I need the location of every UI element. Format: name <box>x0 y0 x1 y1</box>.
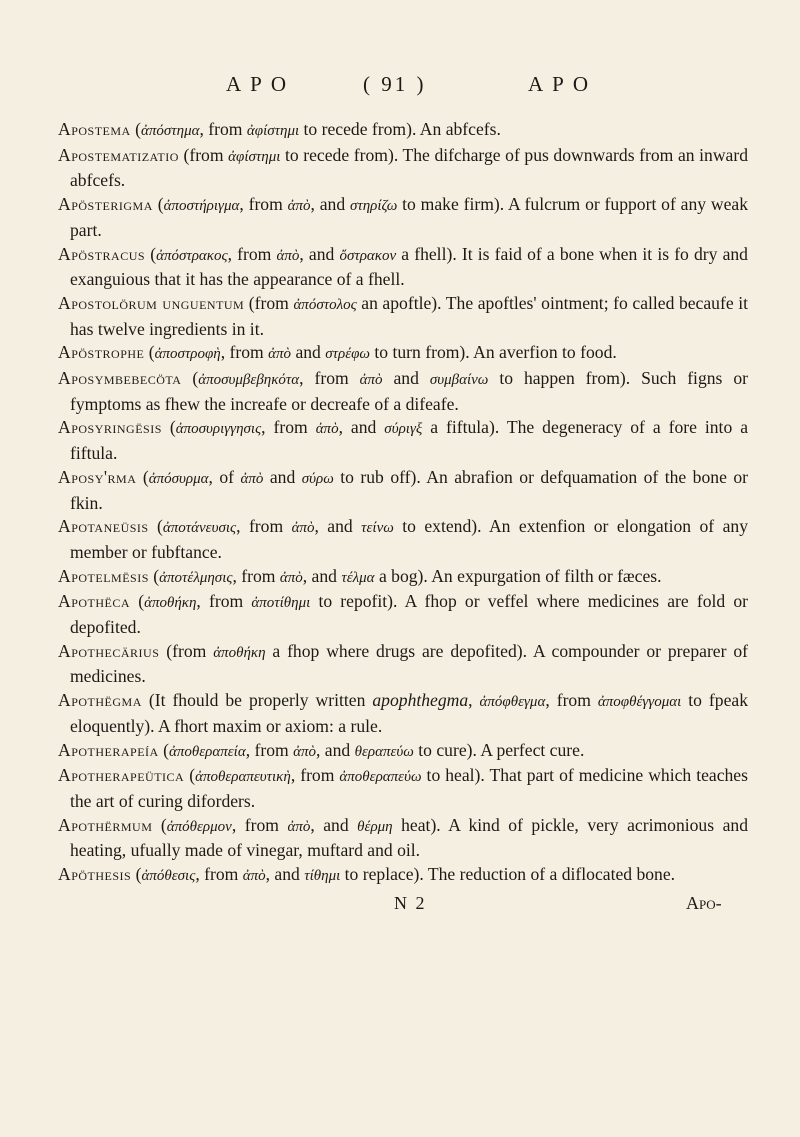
running-header <box>58 72 748 112</box>
greek-etymon: ἀποθεραπευτικὴ <box>195 769 291 786</box>
greek-etymon: στρέφω <box>325 346 371 363</box>
entry-headword: Aposymbebecöta <box>58 368 182 389</box>
entry-headword: Apöstracus <box>58 243 146 264</box>
greek-etymon: στηρίζω <box>349 198 398 215</box>
greek-etymon: ἀπόσυρμα <box>148 470 209 487</box>
dictionary-entry <box>58 243 748 292</box>
entry-text: ( <box>181 368 199 389</box>
entry-text: an apoftle). The apoftles' ointment; fo called becaufe it has twelve ingredients in it. <box>70 292 748 339</box>
entry-text: to heal). That part of medicine which teaches the art of curing diforders. <box>70 765 748 811</box>
greek-etymon: ἀπὸ <box>291 520 315 537</box>
greek-etymon: ἀφίστημι <box>228 148 281 165</box>
entry-headword: Aposyringësis <box>58 417 162 438</box>
entry-headword: Aposy'rma <box>58 466 137 487</box>
entry-text: ( <box>145 243 157 264</box>
dictionary-entry <box>58 118 748 144</box>
entry-text: (It fhould be properly written <box>141 690 373 711</box>
entry-text: and <box>291 342 326 363</box>
greek-etymon: ἀπὸ <box>315 421 339 438</box>
greek-etymon: σύριγξ <box>384 421 423 438</box>
entry-text: ( <box>184 765 196 786</box>
dictionary-entry <box>58 341 748 367</box>
entry-text: , and <box>302 565 342 586</box>
entry-text: to cure). A perfect cure. <box>413 739 585 760</box>
greek-etymon: ἀπὸ <box>287 818 311 835</box>
dictionary-entry <box>58 640 748 689</box>
entry-text: , from <box>299 368 360 389</box>
entry-text: to make firm). A fulcrum or fupport of any weak part. <box>70 194 748 240</box>
greek-etymon: τέλμα <box>341 569 375 586</box>
greek-etymon: ἀποσυμβεβηκότα <box>198 372 300 389</box>
entry-text: and <box>382 368 430 389</box>
italic-term: apophthegma <box>372 690 469 711</box>
greek-etymon: ἀπὸ <box>293 743 316 760</box>
greek-etymon: ἀπόστημα <box>140 123 200 139</box>
entry-text: , and <box>338 417 385 438</box>
entry-text: , from <box>239 194 288 215</box>
greek-etymon: ἀπὸ <box>242 868 266 885</box>
entry-text: , and <box>299 243 340 264</box>
greek-etymon: τίθημι <box>304 868 341 885</box>
greek-etymon: τείνω <box>361 520 394 537</box>
entry-text: , from <box>236 516 292 537</box>
entry-text: ( <box>148 516 163 537</box>
entry-text: , and <box>265 864 305 885</box>
greek-etymon: ὄστρακον <box>339 247 397 264</box>
page-number: ( 91 ) <box>363 72 427 96</box>
greek-etymon: συμβαίνω <box>429 372 489 389</box>
entry-text: ( <box>136 466 149 487</box>
entry-headword: Apotelmësis <box>58 565 149 586</box>
entry-text: heat). A kind of pickle, very acrimonious and heating, ufually made of vinegar, muftard and oil. <box>70 814 748 861</box>
header-left: APO <box>226 72 296 96</box>
signature-mark: N 2 <box>394 892 427 913</box>
greek-etymon: ἀποθεραπεύω <box>339 769 422 786</box>
entry-headword: Apothecärius <box>58 640 160 661</box>
entry-text: ( <box>131 864 142 885</box>
entry-headword: Apotherapeütica <box>58 765 185 786</box>
greek-etymon: ἀποφθέγγομαι <box>597 694 682 711</box>
dictionary-entry <box>58 565 748 591</box>
entry-text: , and <box>310 814 358 835</box>
dictionary-entry <box>58 515 748 564</box>
entry-text: to recede from). The difcharge of pus downwards from an inward abfcefs. <box>70 144 748 191</box>
entry-text: (from <box>244 292 294 313</box>
entry-text: to extend). An extenfion or elongation of any member or fubftance. <box>70 516 748 562</box>
entry-text: , from <box>231 814 288 835</box>
entry-text: , from <box>220 342 269 363</box>
entry-headword: Apöthesis <box>58 864 132 885</box>
greek-etymon: ἀποθήκη <box>144 595 197 612</box>
dictionary-page <box>58 72 748 923</box>
dictionary-entry <box>58 689 748 738</box>
dictionary-entry <box>58 764 748 813</box>
greek-etymon: σύρω <box>301 470 334 487</box>
entry-text: ( <box>144 342 155 363</box>
entry-text: , <box>468 690 480 711</box>
entry-text: , and <box>314 516 362 537</box>
entry-text: , from <box>196 591 252 612</box>
dictionary-entry <box>58 416 748 465</box>
entry-text: , and <box>310 194 350 215</box>
entry-text: ( <box>130 119 141 139</box>
greek-etymon: ἀπόστολος <box>293 296 357 313</box>
entry-text: to fpeak eloquently). A fhort maxim or axiom: a rule. <box>70 690 748 736</box>
entry-text: , from <box>245 739 294 760</box>
entry-text: , from <box>232 565 280 586</box>
greek-etymon: ἀπόθεσις <box>141 868 196 885</box>
entry-text: a fhop where drugs are depofited). A compounder or preparer of medicines. <box>70 640 748 687</box>
greek-etymon: ἀπὸ <box>240 470 264 487</box>
entry-text: (from <box>159 640 214 661</box>
greek-etymon: θέρμη <box>357 818 393 835</box>
entry-text: , from <box>199 119 247 139</box>
entry-text: a fiftula). The degeneracy of a fore into a fiftula. <box>70 417 748 464</box>
entry-headword: Apothëgma <box>58 690 142 711</box>
greek-etymon: ἀπόθερμον <box>166 818 232 835</box>
entry-text: , from <box>545 690 598 711</box>
entry-headword: Apothërmum <box>58 814 153 835</box>
greek-etymon: ἀπὸ <box>276 247 300 264</box>
dictionary-entry <box>58 144 748 193</box>
entry-list <box>58 118 748 889</box>
entry-text: ( <box>152 814 167 835</box>
entry-text: , from <box>261 417 316 438</box>
entry-headword: Apostolörum unguentum <box>58 292 245 313</box>
entry-text: ( <box>148 565 160 586</box>
greek-etymon: ἀπὸ <box>359 372 383 389</box>
entry-text: to rub off). An abrafion or defquamation of the bone or fkin. <box>70 466 748 513</box>
greek-etymon: ἀποσυριγγησις <box>175 421 262 438</box>
entry-text: to recede from). An abfcefs. <box>299 119 501 139</box>
entry-text: , of <box>208 466 241 487</box>
greek-etymon: θεραπεύω <box>354 743 414 760</box>
entry-text: , from <box>195 864 243 885</box>
dictionary-entry <box>58 367 748 416</box>
greek-etymon: ἀπόφθεγμα <box>479 694 546 711</box>
entry-text: , from <box>290 765 340 786</box>
header-right: APO <box>528 72 598 96</box>
greek-etymon: ἀποθήκη <box>213 644 266 661</box>
entry-headword: Apostematizatio <box>58 144 179 165</box>
dictionary-entry <box>58 814 748 863</box>
entry-text: , and <box>316 739 355 760</box>
entry-text: to turn from). An averfion to food. <box>370 342 617 363</box>
dictionary-entry <box>58 292 748 341</box>
entry-text: ( <box>161 417 176 438</box>
greek-etymon: ἀποστροφὴ <box>154 346 221 363</box>
page-footer <box>58 893 748 923</box>
greek-etymon: ἀπὸ <box>287 198 311 215</box>
entry-headword: Apotaneüsis <box>58 516 149 537</box>
entry-text: (from <box>178 144 229 165</box>
entry-text: to repofit). A fhop or veffel where medicines are fold or depofited. <box>70 591 749 638</box>
dictionary-entry <box>58 739 748 765</box>
dictionary-entry <box>58 590 748 639</box>
entry-text: ( <box>130 591 145 612</box>
dictionary-entry <box>58 466 748 515</box>
greek-etymon: ἀποστήριγμα <box>163 198 240 215</box>
greek-etymon: ἀποθεραπεία <box>168 743 246 760</box>
entry-headword: Apotherapeía <box>58 739 159 760</box>
greek-etymon: ἀποτίθημι <box>251 595 311 612</box>
entry-text: a bog). An expurgation of filth or fæces. <box>374 565 662 586</box>
entry-headword: Apothëca <box>58 591 131 612</box>
greek-etymon: ἀποτάνευσις <box>162 520 237 537</box>
entry-headword: Apöstrophe <box>58 342 145 363</box>
entry-text: to happen from). Such figns or fymptoms as fhew the increafe or decreafe of a difeafe. <box>70 368 748 414</box>
greek-etymon: ἀφίστημι <box>246 123 300 139</box>
catchword: Apo- <box>686 892 722 913</box>
dictionary-entry <box>58 193 748 242</box>
entry-text: ( <box>158 739 169 760</box>
entry-text: to replace). The reduction of a diflocated bone. <box>340 864 676 885</box>
greek-etymon: ἀποτέλμησις <box>159 569 233 586</box>
greek-etymon: ἀπὸ <box>279 569 303 586</box>
entry-text: , from <box>227 243 277 264</box>
entry-headword: Apostema <box>58 119 131 139</box>
entry-headword: Apösterigma <box>58 194 153 215</box>
dictionary-entry <box>58 863 748 889</box>
greek-etymon: ἀπόστρακος <box>156 247 228 264</box>
entry-text: ( <box>152 194 164 215</box>
entry-text: a fhell). It is faid of a bone when it is fo dry and exanguious that it has the appearance of a fhell. <box>70 243 748 290</box>
entry-text: and <box>263 466 302 487</box>
greek-etymon: ἀπὸ <box>268 346 292 363</box>
